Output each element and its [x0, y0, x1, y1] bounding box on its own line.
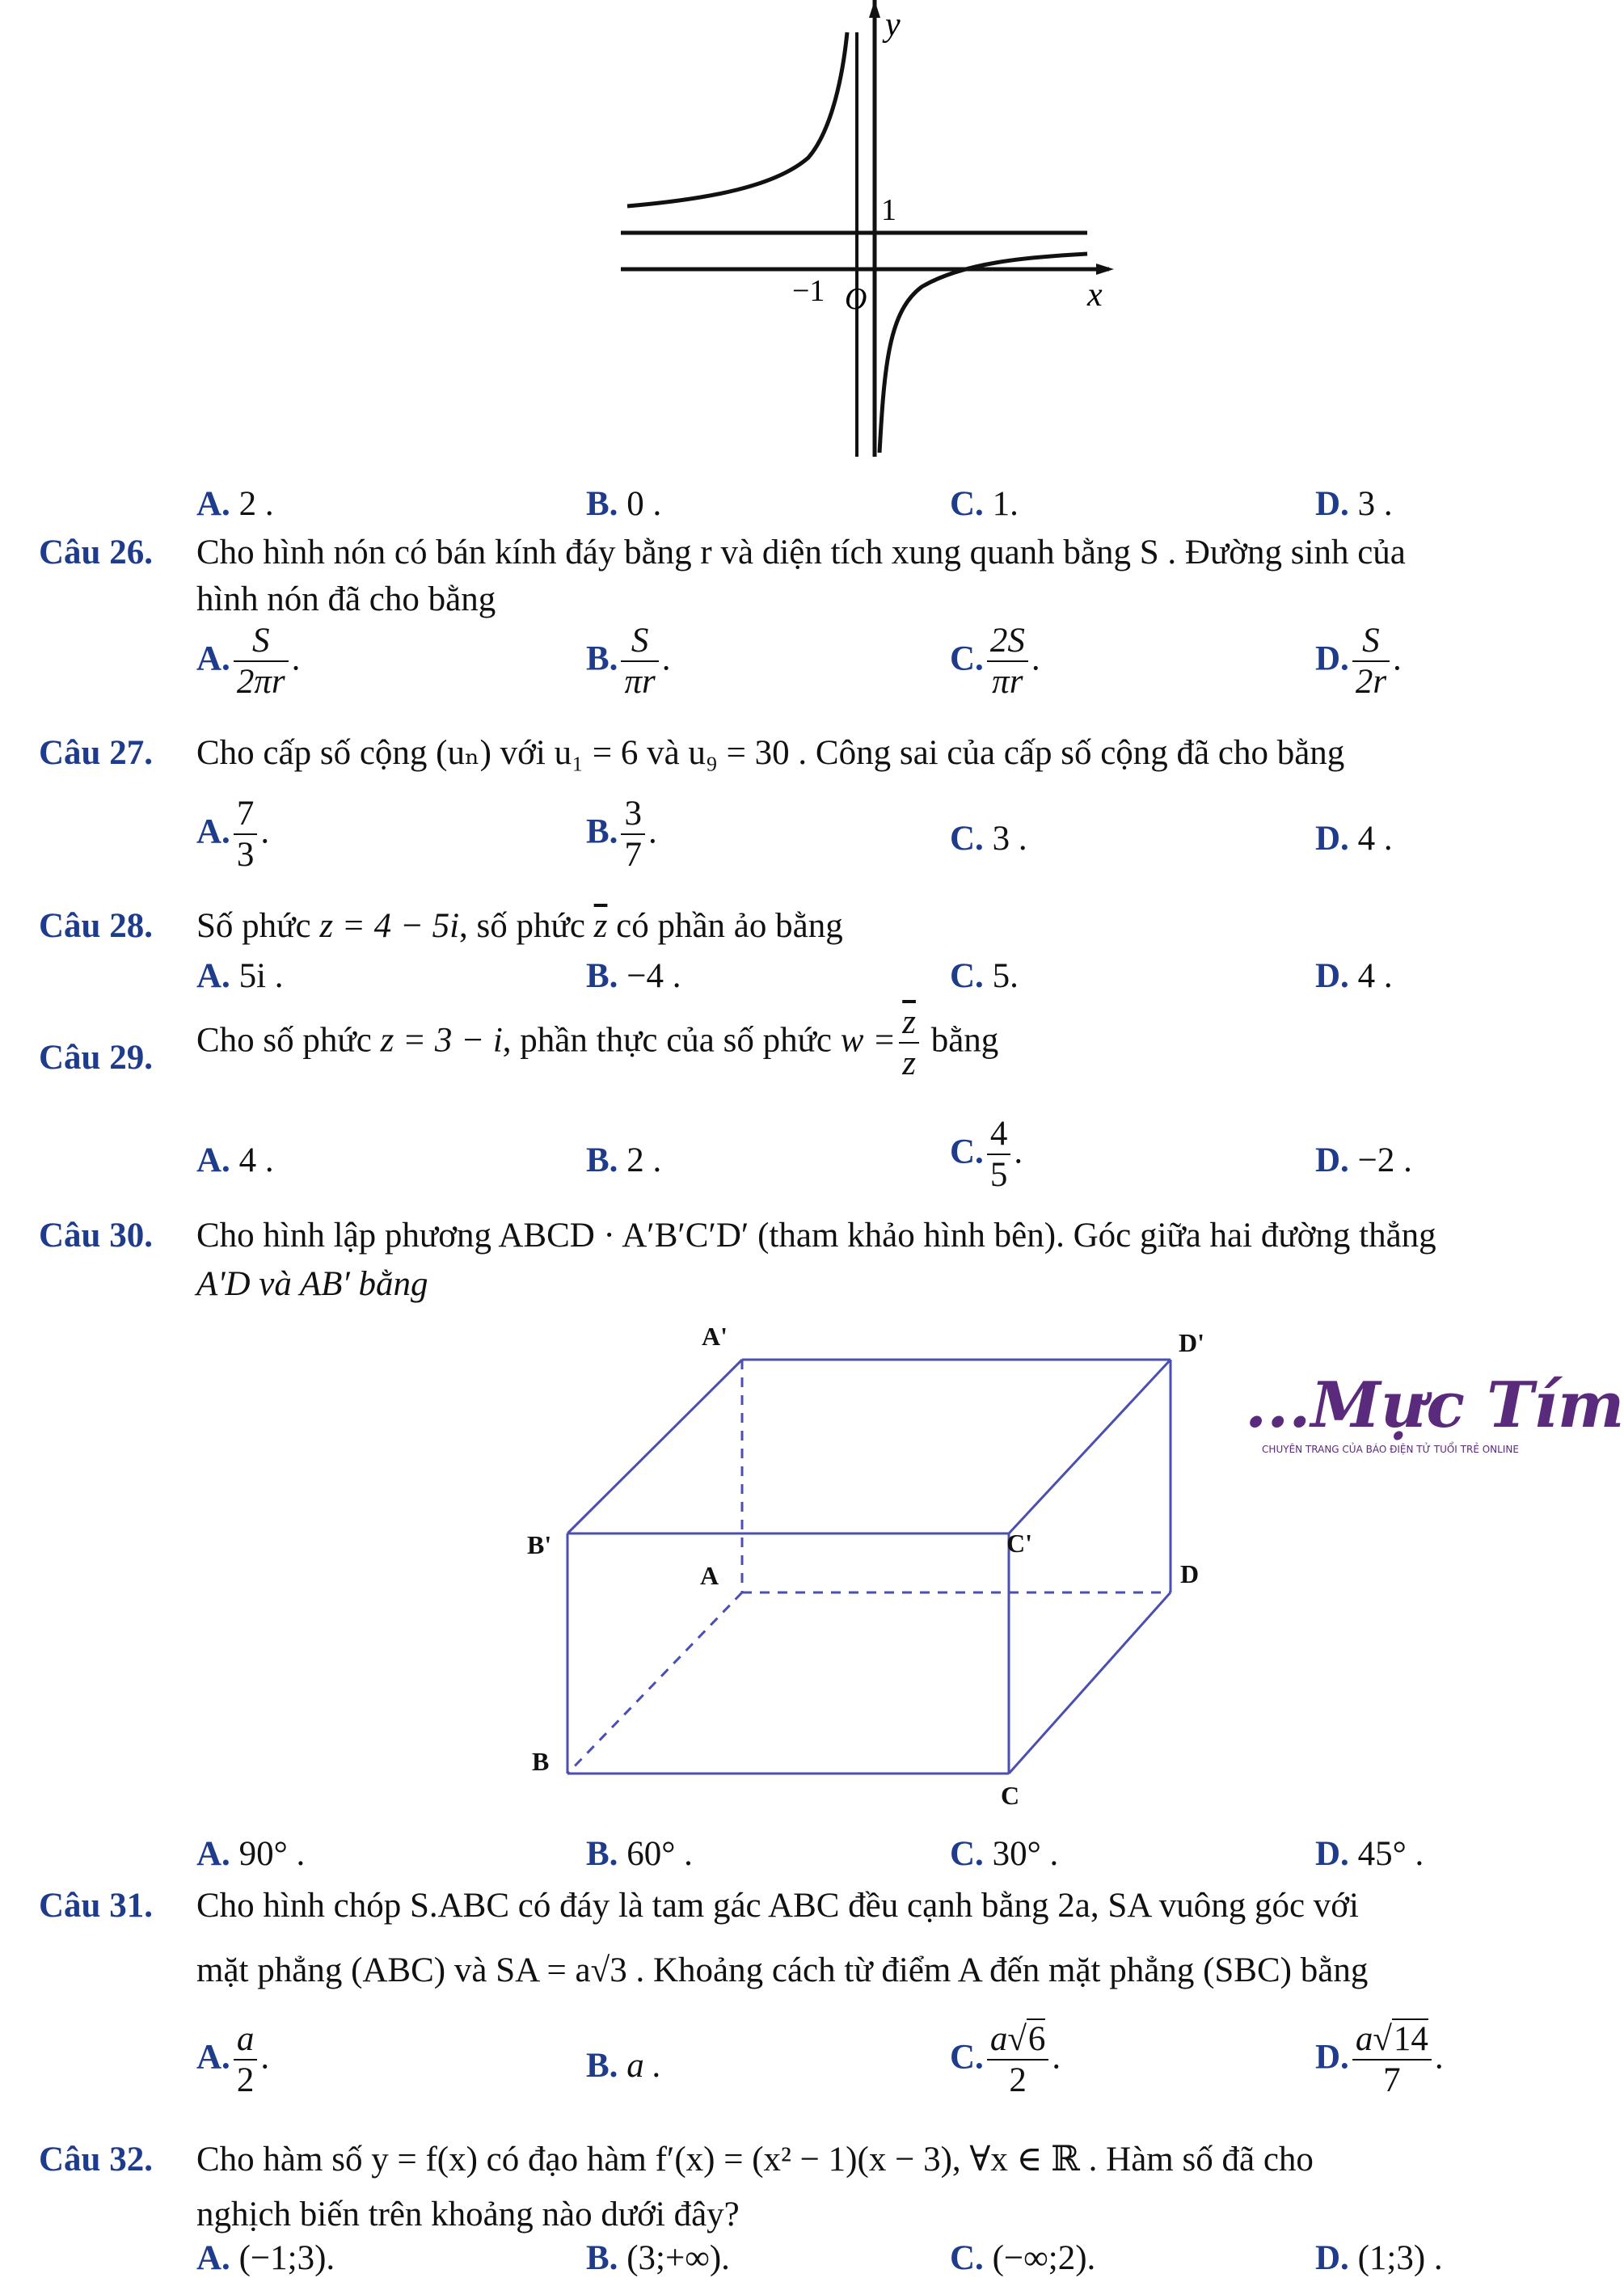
q30-option-a: A. 90° . [196, 1835, 306, 1873]
q26-option-b: B. $\frac{S}{\pi r}$ . [586, 622, 671, 702]
curve-left-branch [627, 32, 847, 206]
q30-number: Câu 30. [39, 1217, 153, 1255]
vertex-a1: A' [702, 1322, 728, 1351]
cube-figure [517, 1310, 1229, 1819]
vertex-b1: B' [527, 1530, 552, 1559]
q28-option-c: C. 5. [950, 957, 1019, 995]
q32-option-c: C. (−∞;2). [950, 2239, 1096, 2277]
vertex-a: A [700, 1561, 719, 1590]
q32-option-a: A. (−1;3). [196, 2239, 335, 2277]
q27-text: Cho cấp số cộng (uₙ) với u₁ = 6 và u₉ = 30 . Công sai của cấp số cộng đã cho bằng [196, 734, 1345, 772]
x-label: x [1087, 276, 1103, 314]
q28-option-b: B. −4 . [586, 957, 681, 995]
q29-option-b: B. 2 . [586, 1141, 662, 1179]
q28-text: Số phức z = 4 − 5i, số phức $\overline{z}$ có phần ảo bằng [196, 907, 843, 945]
q31-number: Câu 31. [39, 1887, 153, 1925]
q29-text: Cho số phức z = 3 − i, phần thực của số phức w = $\frac{\overline{z}}{z}$ bằng [196, 1003, 999, 1083]
q25-option-a: A. 2 . [196, 485, 274, 523]
q27-option-d: D. 4 . [1315, 820, 1393, 858]
q32-number: Câu 32. [39, 2141, 153, 2179]
x-axis-arrow [1096, 264, 1114, 275]
q25-option-d: D. 3 . [1315, 485, 1393, 523]
q31-option-b: B. a . [586, 2047, 662, 2085]
vertex-b: B [532, 1747, 550, 1776]
q26-number: Câu 26. [39, 534, 153, 572]
q26-option-d: D. $\frac{S}{2r}$ . [1315, 622, 1402, 702]
q27-option-c: C. 3 . [950, 820, 1027, 858]
muctim-logo-subtitle: CHUYÊN TRANG CỦA BÁO ĐIỆN TỬ TUỔI TRẺ ONLINE [1262, 1444, 1519, 1455]
q31-option-d: D. $\frac{a√14}{7}$ . [1315, 2020, 1444, 2100]
q27-option-a: A. $\frac{7}{3}$ . [196, 795, 270, 875]
vertex-d: D [1180, 1559, 1200, 1588]
q26-text-line1: Cho hình nón có bán kính đáy bằng r và diện tích xung quanh bằng S . Đường sinh của [196, 534, 1406, 572]
q25-option-b: B. 0 . [586, 485, 662, 523]
muctim-logo-title: ...Mực Tím [1245, 1369, 1624, 1442]
minus-one-label: −1 [792, 274, 825, 308]
one-label: 1 [881, 193, 896, 227]
vertex-d1: D' [1179, 1328, 1204, 1357]
q29-number: Câu 29. [39, 1039, 153, 1077]
q31-option-a: A. $\frac{a}{2}$ . [196, 2020, 270, 2100]
q28-option-a: A. 5i . [196, 957, 284, 995]
q30-option-b: B. 60° . [586, 1835, 693, 1873]
q32-option-d: D. (1;3) . [1315, 2239, 1443, 2277]
q32-text-line2: nghịch biến trên khoảng nào dưới đây? [196, 2196, 740, 2233]
y-axis-arrow [869, 0, 880, 18]
q29-option-c: C. $\frac{4}{5}$ . [950, 1115, 1023, 1195]
q30-text-line2: A'D và AB′ bằng [196, 1265, 428, 1303]
q31-text-line2: mặt phẳng (ABC) và SA = a√3 . Khoảng cách từ điểm A đến mặt phẳng (SBC) bằng [196, 1951, 1369, 1989]
q27-number: Câu 27. [39, 734, 153, 772]
y-label: y [885, 6, 901, 44]
q27-option-b: B. $\frac{3}{7}$ . [586, 795, 657, 875]
q28-option-d: D. 4 . [1315, 957, 1393, 995]
q31-option-c: C. $\frac{a√6}{2}$ . [950, 2020, 1061, 2100]
q30-text-line1: Cho hình lập phương ABCD · A′B′C′D′ (tham khảo hình bên). Góc giữa hai đường thẳng [196, 1217, 1436, 1255]
q28-number: Câu 28. [39, 907, 153, 945]
vertex-c: C [1001, 1781, 1020, 1810]
q25-option-c: C. 1. [950, 485, 1019, 523]
q29-option-a: A. 4 . [196, 1141, 274, 1179]
q31-text-line1: Cho hình chóp S.ABC có đáy là tam gác ABC đều cạnh bằng 2a, SA vuông góc với [196, 1887, 1359, 1925]
q30-option-c: C. 30° . [950, 1835, 1059, 1873]
q26-option-a: A. $\frac{S}{2\pi r}$ . [196, 622, 301, 702]
vertex-c1: C' [1006, 1529, 1032, 1558]
curve-right-branch [879, 254, 1087, 453]
q30-option-d: D. 45° . [1315, 1835, 1424, 1873]
origin-label: O [845, 282, 867, 316]
q32-text-line1: Cho hàm số y = f(x) có đạo hàm f′(x) = (x² − 1)(x − 3), ∀x ∈ ℝ . Hàm số đã cho [196, 2141, 1314, 2179]
q29-option-d: D. −2 . [1315, 1141, 1412, 1179]
q26-option-c: C. $\frac{2S}{\pi r}$ . [950, 622, 1040, 702]
muctim-logo [1245, 1369, 1624, 1455]
asymptote-graph [598, 0, 1103, 461]
q32-option-b: B. (3;+∞). [586, 2239, 730, 2277]
q26-text-line2: hình nón đã cho bằng [196, 580, 496, 618]
